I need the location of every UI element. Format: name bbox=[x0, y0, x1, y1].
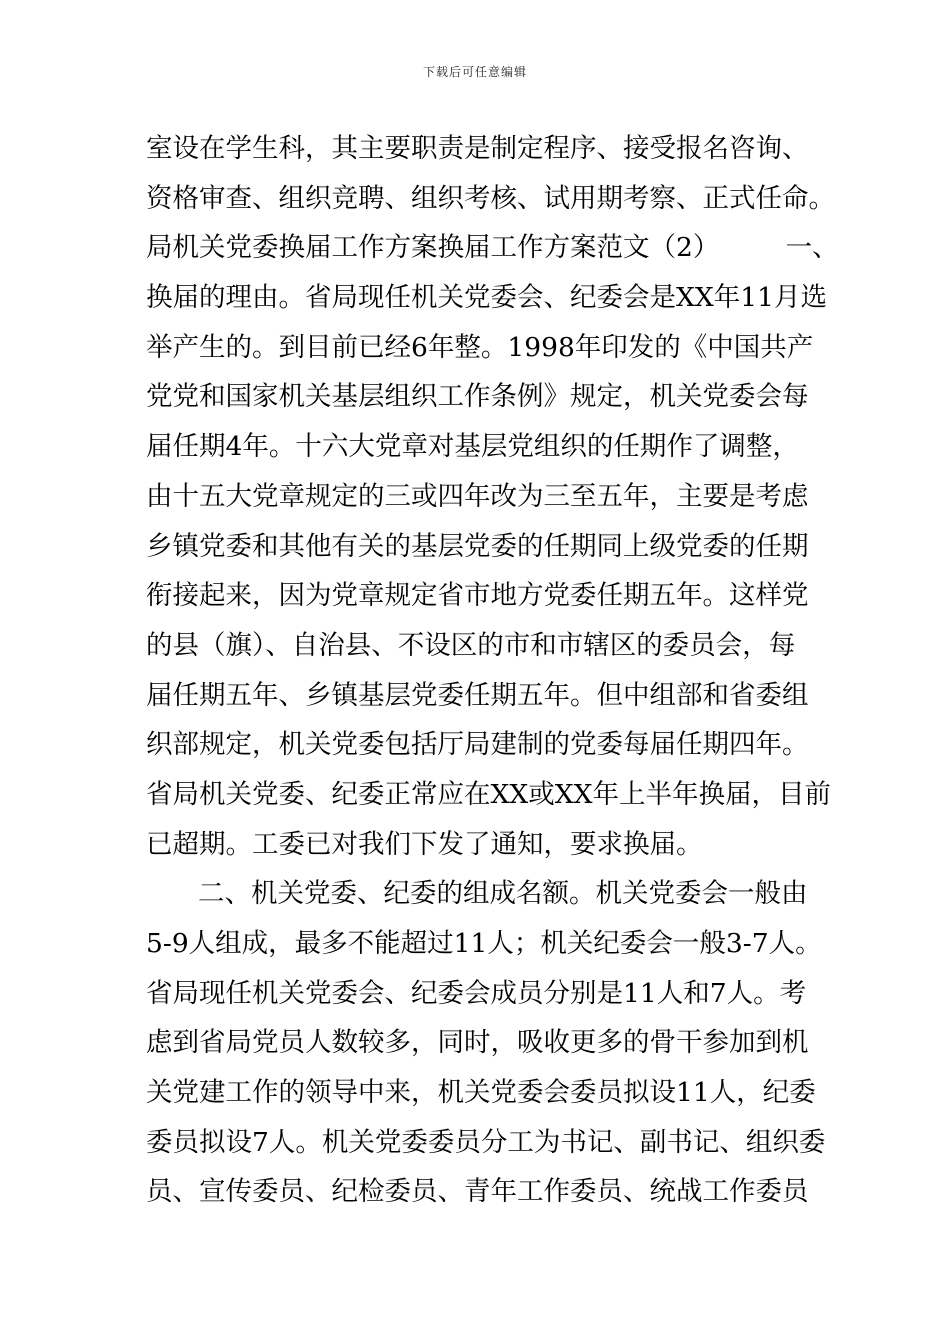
body-line: 举产生的。到目前已经6年整。1998年印发的《中国共产 bbox=[146, 332, 814, 363]
body-line: 省局机关党委、纪委正常应在XX或XX年上半年换届，目前 bbox=[146, 779, 831, 810]
body-line: 届任期五年、乡镇基层党委任期五年。但中组部和省委组 bbox=[146, 680, 809, 711]
body-line: 已超期。工委已对我们下发了通知，要求换届。 bbox=[146, 829, 703, 860]
body-line: 5-9人组成，最多不能超过11人；机关纪委会一般3-7人。 bbox=[146, 928, 822, 959]
body-line: 党党和国家机关基层组织工作条例》规定，机关党委会每 bbox=[146, 381, 809, 412]
body-line: 换届的理由。省局现任机关党委会、纪委会是XX年11月选 bbox=[146, 282, 827, 313]
body-line: 局机关党委换届工作方案换届工作方案范文（2） 一、 bbox=[146, 232, 839, 263]
body-line: 由十五大党章规定的三或四年改为三至五年，主要是考虑 bbox=[146, 481, 809, 512]
body-line: 室设在学生科，其主要职责是制定程序、接受报名咨询、 bbox=[146, 133, 809, 164]
body-line: 衔接起来，因为党章规定省市地方党委任期五年。这样党 bbox=[146, 580, 809, 611]
body-line: 员、宣传委员、纪检委员、青年工作委员、统战工作委员 bbox=[146, 1176, 809, 1207]
body-line: 关党建工作的领导中来，机关党委会委员拟设11人，纪委 bbox=[146, 1077, 816, 1108]
body-line: 织部规定，机关党委包括厅局建制的党委每届任期四年。 bbox=[146, 729, 809, 760]
page-header: 下载后可任意编辑 bbox=[422, 65, 527, 79]
body-line: 的县（旗）、自治县、不设区的市和市辖区的委员会，每 bbox=[146, 630, 796, 661]
body-line: 乡镇党委和其他有关的基层党委的任期同上级党委的任期 bbox=[146, 531, 809, 562]
body-line: 届任期4年。十六大党章对基层党组织的任期作了调整， bbox=[146, 431, 799, 462]
body-line: 省局现任机关党委会、纪委会成员分别是11人和7人。考 bbox=[146, 978, 807, 1009]
body-line: 虑到省局党员人数较多，同时，吸收更多的骨干参加到机 bbox=[146, 1027, 809, 1058]
body-line: 委员拟设7人。机关党委委员分工为书记、副书记、组织委 bbox=[146, 1127, 826, 1158]
paragraph-start-line: 二、机关党委、纪委的组成名额。机关党委会一般由 bbox=[198, 878, 808, 909]
body-line: 资格审查、组织竞聘、组织考核、试用期考察、正式任命。 bbox=[146, 183, 835, 214]
